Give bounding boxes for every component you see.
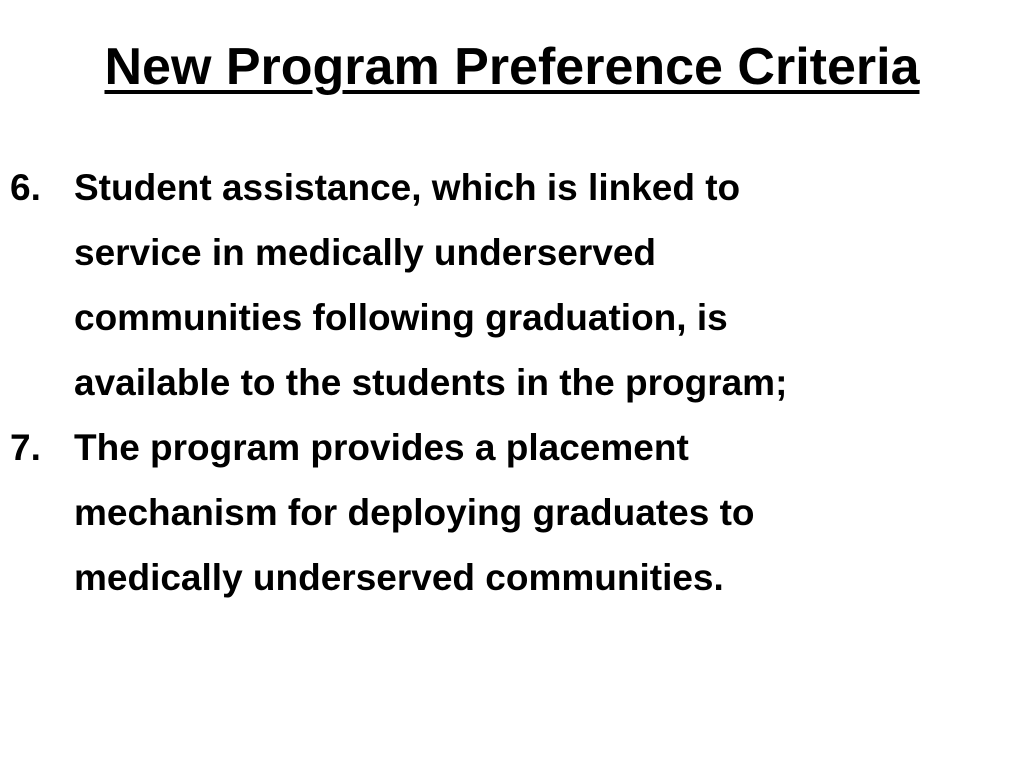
criteria-item-7 (10, 415, 1010, 610)
criteria-item-6 (10, 155, 1010, 415)
item-text (74, 155, 1010, 415)
slide-title-text: New Program Preference Criteria (104, 38, 920, 96)
item-number: 7. (10, 427, 41, 468)
slide-title (0, 38, 1024, 98)
item-line: Student assistance, which is linked to (74, 167, 741, 208)
item-line: medically underserved communities. (74, 557, 724, 598)
item-text (74, 415, 1010, 610)
item-line: The program provides a placement (74, 427, 689, 468)
item-line: available to the students in the program; (74, 362, 788, 403)
item-line: service in medically underserved (74, 232, 657, 273)
item-number: 6. (10, 167, 41, 208)
item-line: mechanism for deploying graduates to (74, 492, 755, 533)
item-line: communities following graduation, is (74, 297, 728, 338)
criteria-list (10, 155, 1010, 610)
